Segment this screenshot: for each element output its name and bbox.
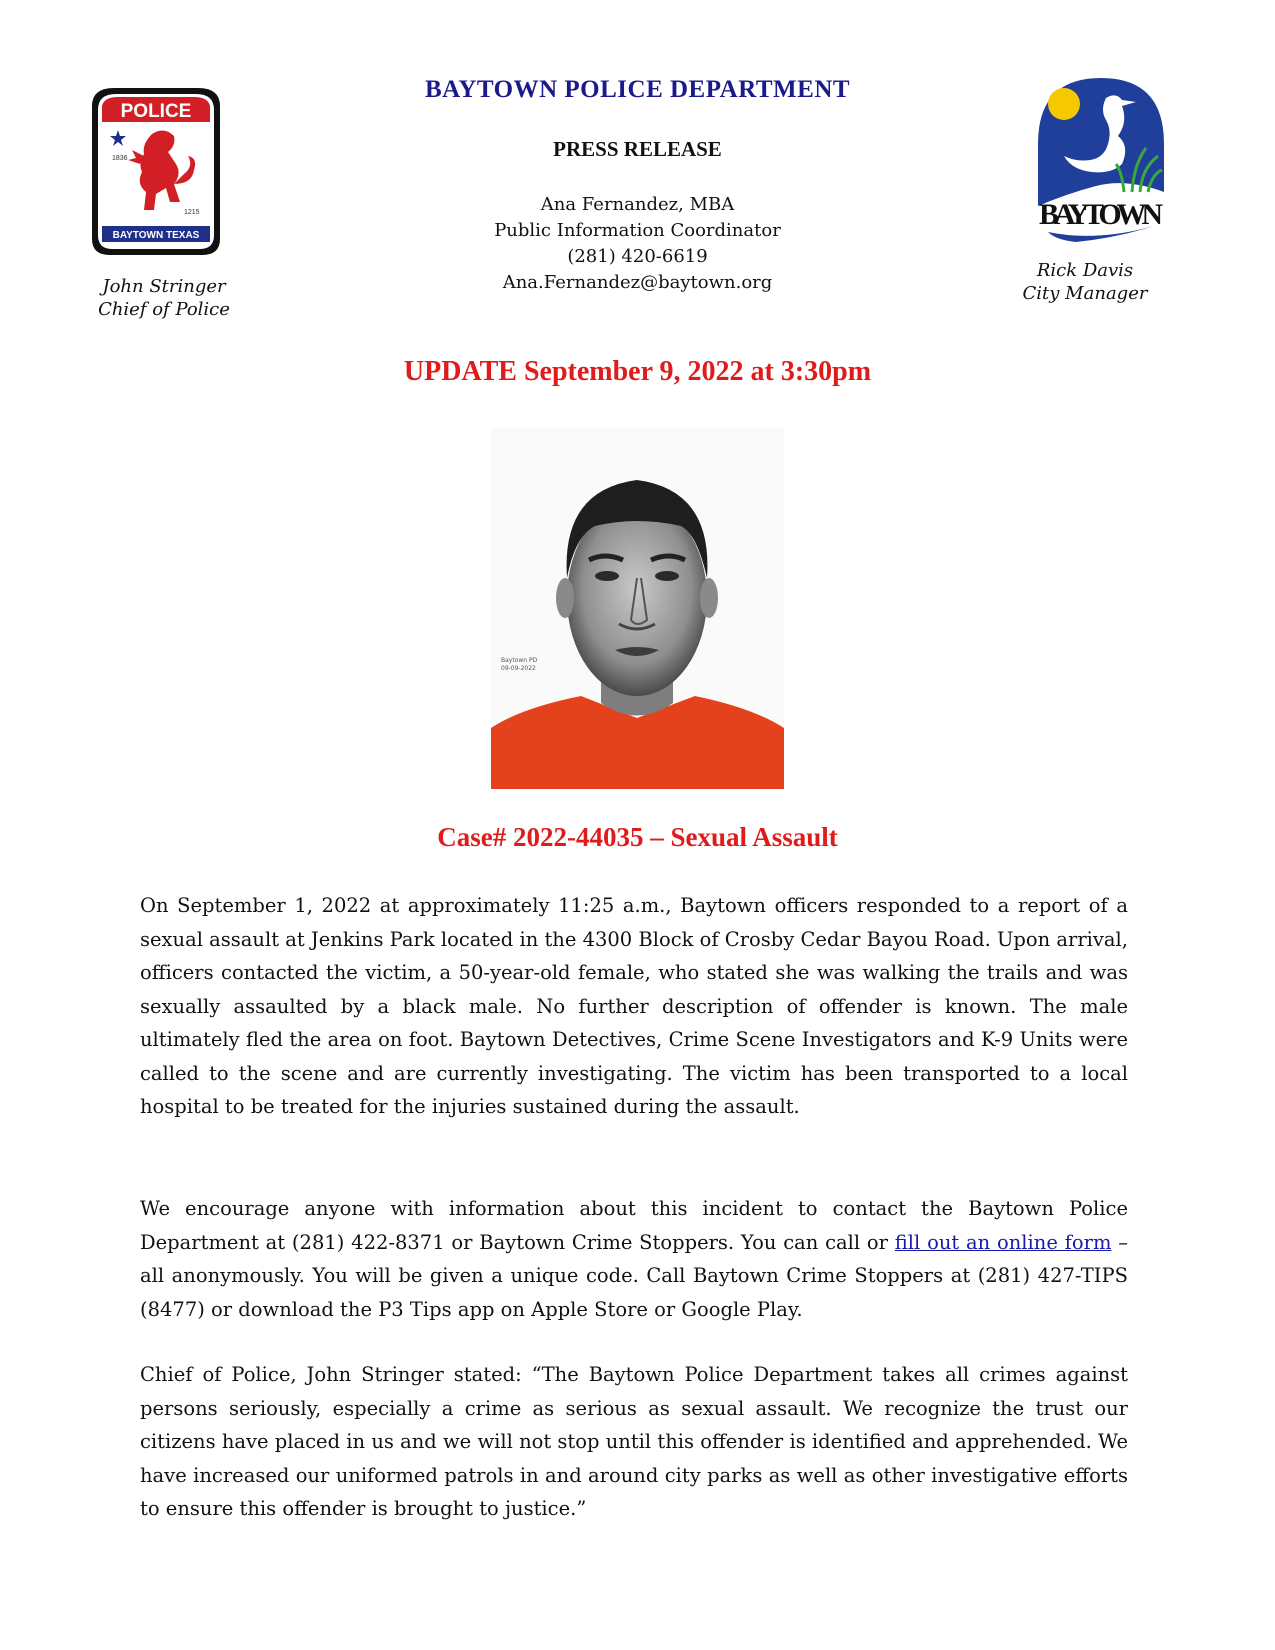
police-badge-icon: [84, 84, 228, 259]
baytown-city-logo: [1036, 74, 1166, 249]
online-form-link[interactable]: fill out an online form: [894, 1230, 1112, 1254]
incident-paragraph: On September 1, 2022 at approximately 11:25 a.m., Baytown officers responded to a report of a sexual assault at Jenkins Park located in the 4300 Block of Crosby Cedar Bayou Road. Upon arrival, officers contacted the victim, a 50-year-old female, who stated she was walking the trails and was sexually assaulted by a black male. No further description of offender is known. The male ultimately fled the area on foot. Baytown Detectives, Crime Scene Investigators and K-9 Units were called to the scene and are currently investigating. The victim has been transported to a local hospital to be treated for the injuries sustained during the assault.: [140, 894, 1128, 1118]
press-release-label: PRESS RELEASE: [553, 137, 722, 161]
case-heading: Case# 2022-44035 – Sexual Assault: [437, 822, 838, 852]
badge-year-left: 1836: [112, 155, 128, 162]
update-heading: UPDATE September 9, 2022 at 3:30pm: [403, 356, 872, 387]
contact-phone: (281) 420-6619: [567, 246, 708, 267]
department-title: BAYTOWN POLICE DEPARTMENT: [424, 76, 851, 103]
sketch-caption-line1: Baytown PD: [501, 657, 538, 664]
police-badge-logo: [84, 84, 228, 259]
city-manager-name: Rick Davis: [1036, 260, 1134, 281]
badge-top-text: POLICE: [120, 101, 192, 122]
city-manager-title: City Manager: [1022, 283, 1148, 304]
contact-paragraph-text-1: We encourage anyone with information about this incident to contact the Baytown Police Department at (281) 422-8371 or Baytown Crime Stoppers. You can call or: [140, 1197, 1128, 1254]
contact-title: Public Information Coordinator: [494, 220, 781, 241]
city-logo: [1036, 74, 1166, 249]
badge-year-right: 1215: [184, 209, 200, 216]
chief-title: Chief of Police: [98, 299, 230, 320]
suspect-sketch: [491, 428, 784, 789]
city-logo-text: BAYTOWN: [1039, 198, 1163, 231]
contact-email: Ana.Fernandez@baytown.org: [502, 272, 773, 293]
contact-name: Ana Fernandez, MBA: [540, 194, 735, 215]
badge-bottom-text: BAYTOWN TEXAS: [112, 230, 200, 241]
sketch-caption-line2: 09-09-2022: [501, 665, 536, 672]
suspect-sketch-image: [491, 428, 784, 789]
chief-statement-paragraph: Chief of Police, John Stringer stated: “The Baytown Police Department takes all crimes against persons seriously, especially a crime as serious as sexual assault. We recognize the trust our citizens have placed in us and we will not stop until this offender is identified and apprehended. We have increased our uniformed patrols in and around city parks as well as other investigative efforts to ensure this offender is brought to justice.”: [140, 1363, 1128, 1520]
contact-paragraph: [140, 1192, 1128, 1326]
contact-paragraph-text-2: – all anonymously. You will be given a unique code. Call Baytown Crime Stoppers at (281) 427-TIPS (8477) or download the P3 Tips app on Apple Store or Google Play.: [140, 1230, 1128, 1321]
chief-name: John Stringer: [102, 276, 226, 297]
